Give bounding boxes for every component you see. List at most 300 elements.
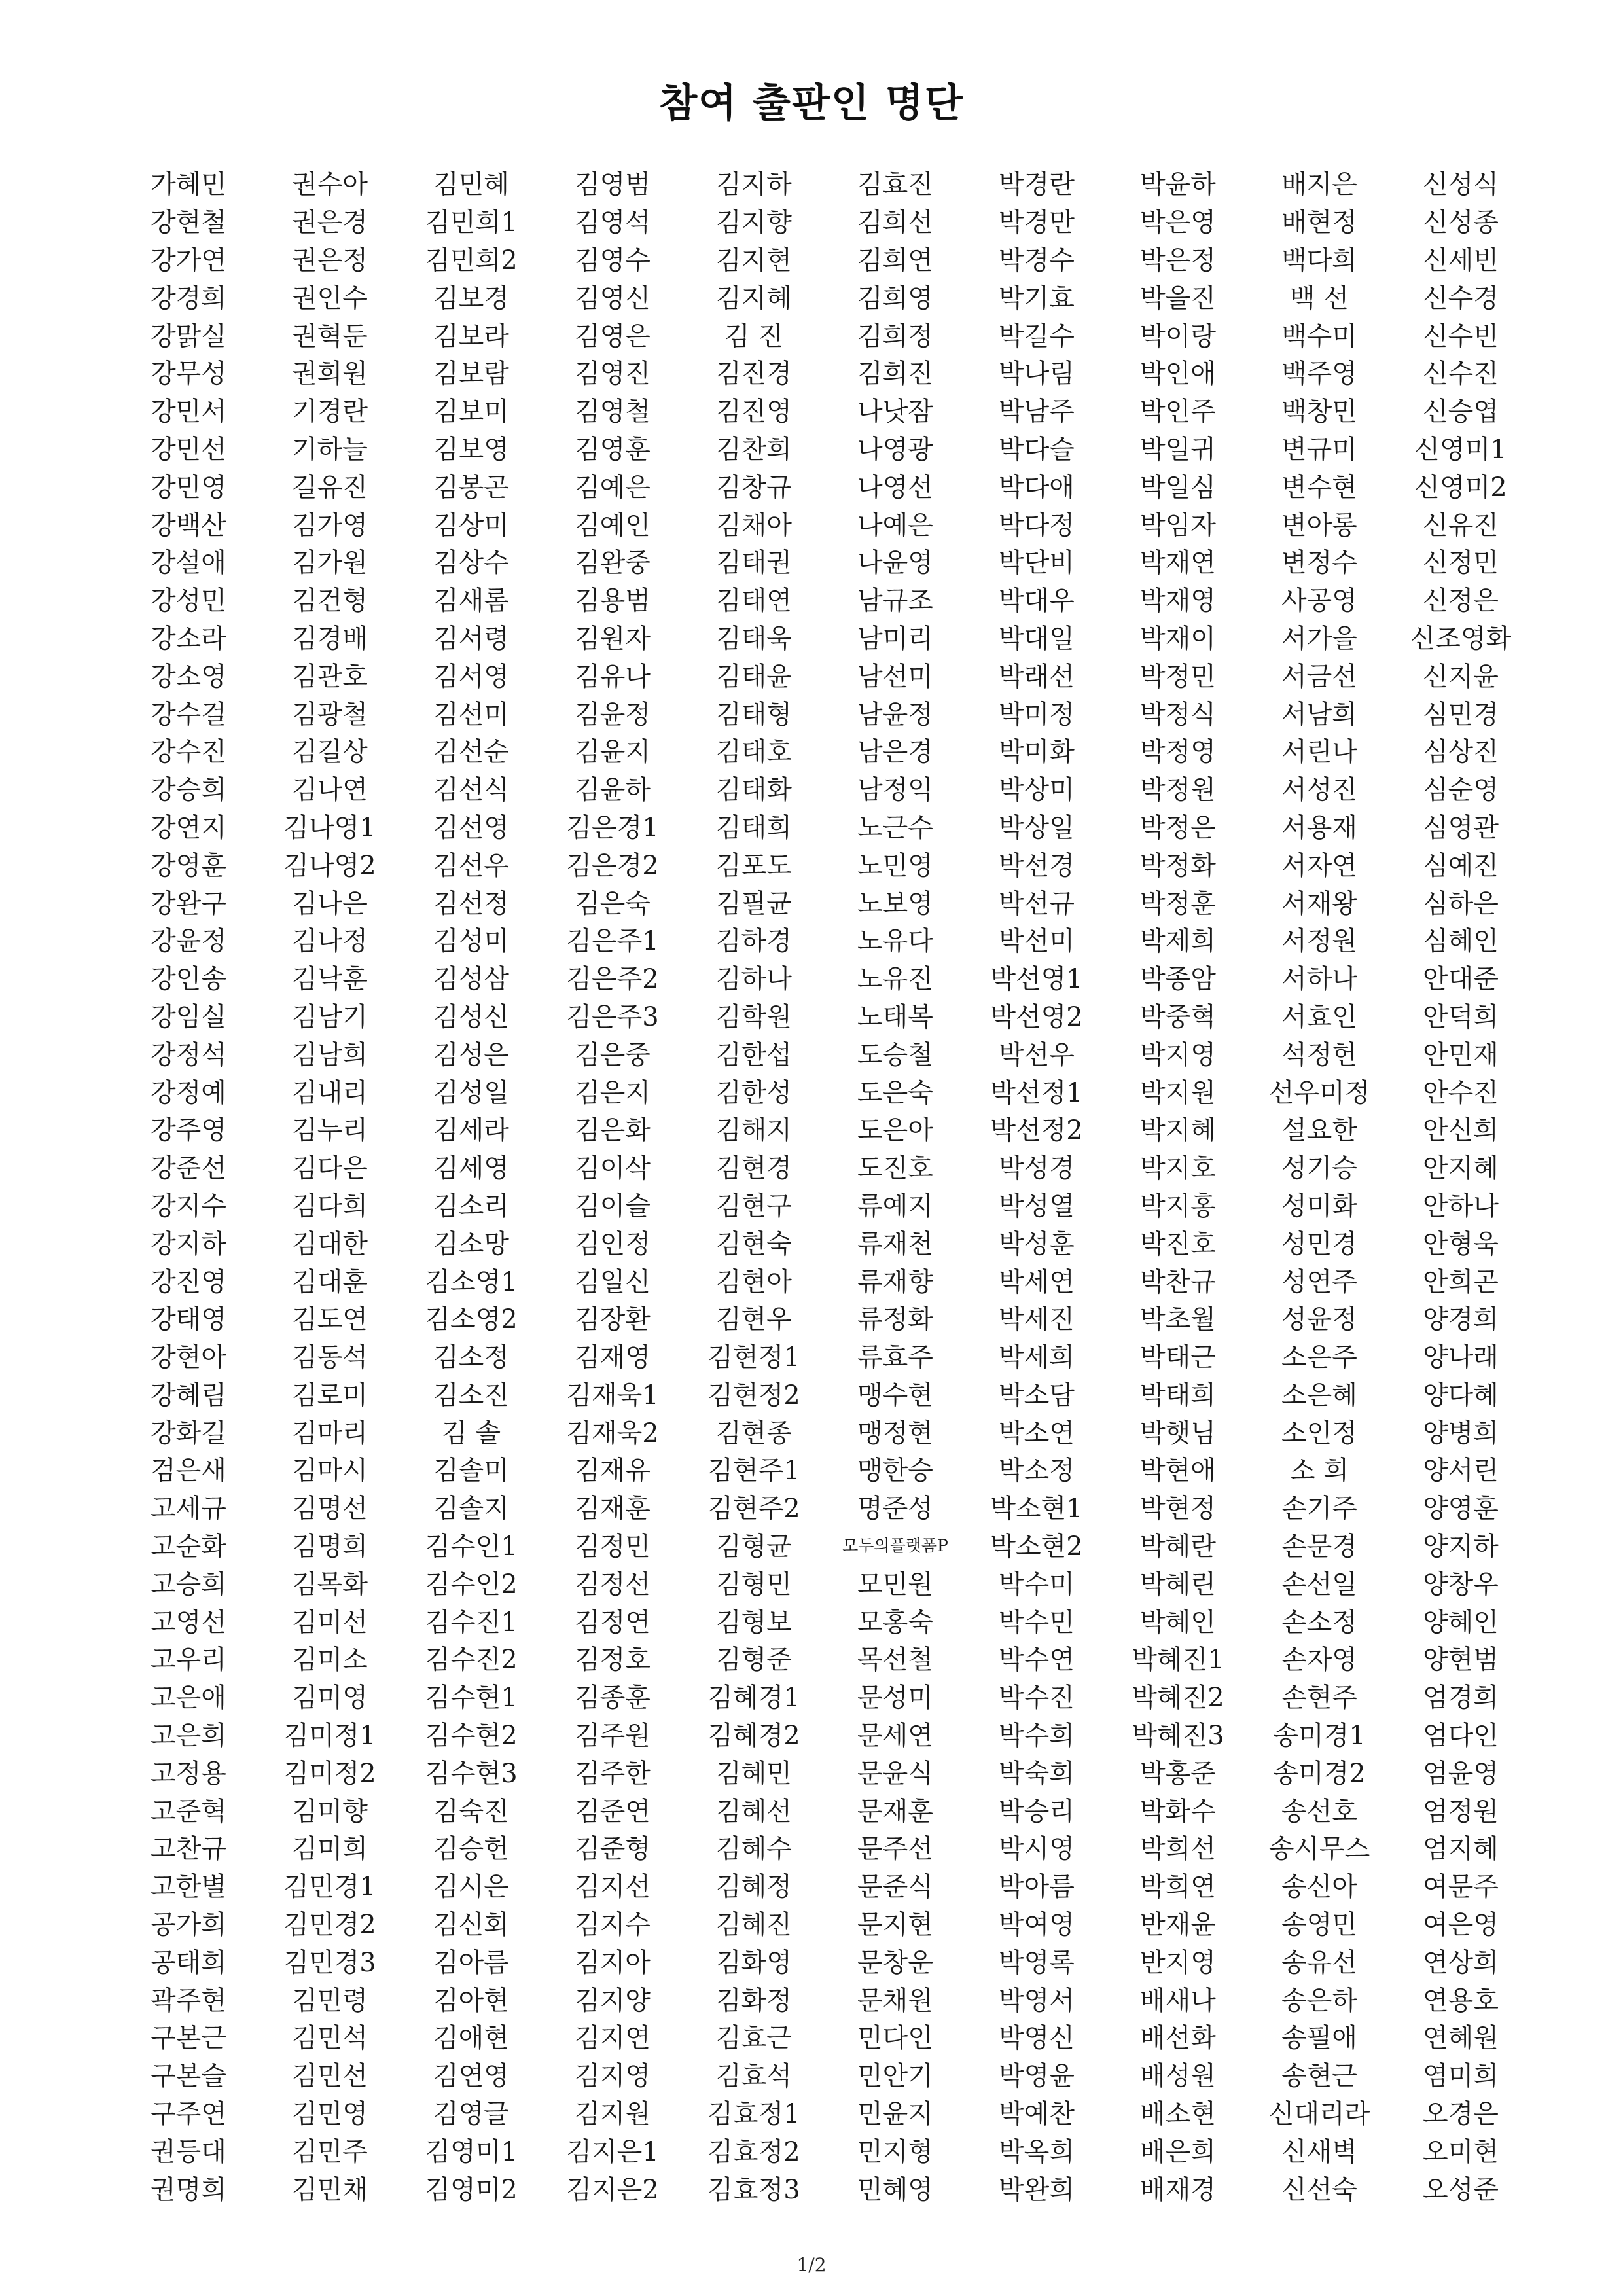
name-cell: 남정익 <box>857 775 933 806</box>
name-cell: 서남희 <box>1281 699 1357 730</box>
name-cell: 강현아 <box>151 1342 226 1373</box>
name-cell: 소은주 <box>1281 1342 1357 1373</box>
name-cell: 박수연 <box>999 1645 1075 1676</box>
name-cell: 강가연 <box>151 245 226 276</box>
name-cell: 김영훈 <box>575 434 651 465</box>
name-cell: 김화정 <box>716 1985 792 2016</box>
name-cell: 강화길 <box>151 1418 226 1448</box>
name-cell: 고한별 <box>151 1872 226 1903</box>
name-cell: 강민영 <box>151 472 226 503</box>
name-cell: 류정화 <box>857 1304 933 1335</box>
name-cell: 김수현3 <box>425 1758 518 1789</box>
name-cell: 김선순 <box>433 737 509 768</box>
name-cell: 김성일 <box>433 1077 509 1108</box>
name-cell: 김재영 <box>575 1342 651 1373</box>
name-cell: 신정은 <box>1423 586 1499 617</box>
name-cell: 김낙훈 <box>292 964 368 995</box>
name-cell: 노유다 <box>857 926 933 957</box>
name-cell: 김마리 <box>292 1418 368 1448</box>
name-cell: 김세영 <box>433 1153 509 1184</box>
name-cell: 권은정 <box>292 245 368 276</box>
name-cell: 박정영 <box>1140 737 1216 768</box>
name-cell: 양서린 <box>1423 1456 1499 1486</box>
name-cell: 김하경 <box>716 926 792 957</box>
name-cell: 박수진 <box>999 1683 1075 1713</box>
name-cell: 강민선 <box>151 434 226 465</box>
name-cell: 김연영 <box>433 2061 509 2092</box>
name-cell: 송시무스 <box>1268 1834 1370 1865</box>
name-cell: 신승엽 <box>1423 397 1499 427</box>
name-cell: 양나래 <box>1423 1342 1499 1373</box>
name-cell: 김다은 <box>292 1153 368 1184</box>
name-cell: 강설애 <box>151 548 226 579</box>
name-cell: 박단비 <box>999 548 1075 579</box>
name-cell: 문준식 <box>857 1872 933 1903</box>
name-cell: 오경은 <box>1423 2099 1499 2130</box>
name-cell: 김지혜 <box>716 283 792 314</box>
name-cell: 박소연 <box>999 1418 1075 1448</box>
name-cell: 김정호 <box>575 1645 651 1676</box>
name-cell: 김현경 <box>716 1153 792 1184</box>
name-cell: 박래선 <box>999 661 1075 692</box>
name-cell: 김은화 <box>575 1115 651 1146</box>
name-cell: 김관호 <box>292 661 368 692</box>
name-cell: 심민경 <box>1423 699 1499 730</box>
name-cell: 박정훈 <box>1140 888 1216 919</box>
name-cell: 김태화 <box>716 775 792 806</box>
name-cell: 양병희 <box>1423 1418 1499 1448</box>
name-cell: 고영선 <box>151 1607 226 1638</box>
name-cell: 박경만 <box>999 207 1075 238</box>
name-cell: 박소현1 <box>990 1494 1083 1524</box>
name-cell: 김태권 <box>716 548 792 579</box>
name-cell: 박선규 <box>999 888 1075 919</box>
name-cell: 김효정3 <box>707 2174 800 2205</box>
name-cell: 강인송 <box>151 964 226 995</box>
name-cell: 강준선 <box>151 1153 226 1184</box>
name-cell: 배은희 <box>1140 2136 1216 2167</box>
name-cell: 김예은 <box>575 472 651 503</box>
name-cell: 김한섭 <box>716 1039 792 1070</box>
name-cell: 변아롱 <box>1281 510 1357 541</box>
name-cell: 박혜진1 <box>1132 1645 1224 1676</box>
name-cell: 심예진 <box>1423 850 1499 881</box>
name-cell: 김효근 <box>716 2023 792 2054</box>
name-cell: 김수진1 <box>425 1607 518 1638</box>
name-cell: 김내리 <box>292 1077 368 1108</box>
name-cell: 김미희 <box>292 1834 368 1865</box>
name-cell: 김이슬 <box>575 1191 651 1221</box>
name-cell: 김은주3 <box>566 1001 659 1032</box>
name-cell: 김태희 <box>716 812 792 843</box>
name-cell: 박일귀 <box>1140 434 1216 465</box>
name-cell: 김원자 <box>575 623 651 654</box>
name-cell: 김혜선 <box>716 1796 792 1827</box>
name-cell: 김재욱1 <box>566 1380 659 1410</box>
name-cell: 모두의플랫폼P <box>842 1535 948 1555</box>
name-cell: 김영진 <box>575 359 651 389</box>
name-cell: 안덕희 <box>1423 1001 1499 1032</box>
name-cell: 공가희 <box>151 1910 226 1941</box>
name-cell: 양지하 <box>1423 1532 1499 1562</box>
name-cell: 김주원 <box>575 1721 651 1751</box>
name-cell: 박미화 <box>999 737 1075 768</box>
name-cell: 김아름 <box>433 1947 509 1978</box>
name-cell: 연용호 <box>1423 1985 1499 2016</box>
name-cell: 심순영 <box>1423 775 1499 806</box>
name-cell: 백다희 <box>1281 245 1357 276</box>
name-cell: 김아현 <box>433 1985 509 2016</box>
name-cell: 배현정 <box>1281 207 1357 238</box>
name-cell: 류효주 <box>857 1342 933 1373</box>
name-cell: 김민석 <box>292 2023 368 2054</box>
name-cell: 김일신 <box>575 1266 651 1297</box>
name-cell: 김소정 <box>433 1342 509 1373</box>
name-cell: 고은애 <box>151 1683 226 1713</box>
name-cell: 박승리 <box>999 1796 1075 1827</box>
name-cell: 김지선 <box>575 1872 651 1903</box>
name-cell: 김서영 <box>433 661 509 692</box>
name-cell: 김미향 <box>292 1796 368 1827</box>
name-cell: 김서령 <box>433 623 509 654</box>
name-cell: 김민령 <box>292 1985 368 2016</box>
name-cell: 강혜림 <box>151 1380 226 1410</box>
name-cell: 김미영 <box>292 1683 368 1713</box>
name-cell: 김나영1 <box>283 812 376 843</box>
name-cell: 김지원 <box>575 2099 651 2130</box>
name-cell: 김찬희 <box>716 434 792 465</box>
name-cell: 배소현 <box>1140 2099 1216 2130</box>
name-cell: 반지영 <box>1140 1947 1216 1978</box>
name-cell: 권명희 <box>151 2174 226 2205</box>
name-cell: 김수진2 <box>425 1645 518 1676</box>
name-cell: 박다정 <box>999 510 1075 541</box>
name-cell: 김민희1 <box>425 207 518 238</box>
name-cell: 서정원 <box>1281 926 1357 957</box>
name-cell: 안대준 <box>1423 964 1499 995</box>
name-cell: 김은주2 <box>566 964 659 995</box>
name-cell: 김윤하 <box>575 775 651 806</box>
name-cell: 백주영 <box>1281 359 1357 389</box>
name-cell: 김명희 <box>292 1532 368 1562</box>
name-cell: 김솔지 <box>433 1494 509 1524</box>
name-cell: 박재이 <box>1140 623 1216 654</box>
name-cell: 김지수 <box>575 1910 651 1941</box>
name-cell: 김미소 <box>292 1645 368 1676</box>
name-cell: 김유나 <box>575 661 651 692</box>
name-cell: 김수인2 <box>425 1569 518 1600</box>
name-cell: 박영서 <box>999 1985 1075 2016</box>
name-cell: 박경란 <box>999 170 1075 200</box>
name-cell: 엄경희 <box>1423 1683 1499 1713</box>
name-cell: 안형욱 <box>1423 1229 1499 1259</box>
name-cell: 김영글 <box>433 2099 509 2130</box>
name-cell: 박세희 <box>999 1342 1075 1373</box>
name-cell: 김재유 <box>575 1456 651 1486</box>
name-cell: 김민주 <box>292 2136 368 2167</box>
name-cell: 나낫잠 <box>857 397 933 427</box>
name-cell: 김현숙 <box>716 1229 792 1259</box>
name-cell: 신유진 <box>1423 510 1499 541</box>
name-cell: 박세진 <box>999 1304 1075 1335</box>
name-cell: 가혜민 <box>151 170 226 200</box>
name-cell: 김선우 <box>433 850 509 881</box>
name-cell: 민다인 <box>857 2023 933 2054</box>
name-cell: 류재천 <box>857 1229 933 1259</box>
name-cell: 서금선 <box>1281 661 1357 692</box>
name-cell: 김민경2 <box>283 1910 376 1941</box>
name-cell: 박아름 <box>999 1872 1075 1903</box>
name-cell: 민윤지 <box>857 2099 933 2130</box>
name-cell: 도은아 <box>857 1115 933 1146</box>
name-cell: 변정수 <box>1281 548 1357 579</box>
name-cell: 신수빈 <box>1423 321 1499 351</box>
name-cell: 김지현 <box>716 245 792 276</box>
name-cell: 김정연 <box>575 1607 651 1638</box>
name-cell: 송미경2 <box>1273 1758 1366 1789</box>
name-cell: 강지하 <box>151 1229 226 1259</box>
name-cell: 박예찬 <box>999 2099 1075 2130</box>
name-cell: 고승희 <box>151 1569 226 1600</box>
name-cell: 신수경 <box>1423 283 1499 314</box>
name-cell: 김보라 <box>433 321 509 351</box>
name-cell: 강영훈 <box>151 850 226 881</box>
name-cell: 배선화 <box>1140 2023 1216 2054</box>
name-cell: 남선미 <box>857 661 933 692</box>
name-cell: 강백산 <box>151 510 226 541</box>
name-cell: 김선영 <box>433 812 509 843</box>
name-cell: 노보영 <box>857 888 933 919</box>
name-cell: 서하나 <box>1281 964 1357 995</box>
name-cell: 양혜인 <box>1423 1607 1499 1638</box>
name-cell: 서효인 <box>1281 1001 1357 1032</box>
name-cell: 김지영 <box>575 2061 651 2092</box>
name-cell: 김지은2 <box>566 2174 659 2205</box>
name-cell: 석정헌 <box>1281 1039 1357 1070</box>
name-cell: 노근수 <box>857 812 933 843</box>
name-cell: 박기효 <box>999 283 1075 314</box>
name-cell: 양다혜 <box>1423 1380 1499 1410</box>
name-cell: 박수민 <box>999 1607 1075 1638</box>
name-cell: 김민선 <box>292 2061 368 2092</box>
name-cell: 기하늘 <box>292 434 368 465</box>
name-cell: 박초월 <box>1140 1304 1216 1335</box>
name-cell: 권수아 <box>292 170 368 200</box>
name-cell: 김준연 <box>575 1796 651 1827</box>
name-cell: 나영광 <box>857 434 933 465</box>
name-cell: 양경희 <box>1423 1304 1499 1335</box>
name-cell: 김은주1 <box>566 926 659 957</box>
name-cell: 신정민 <box>1423 548 1499 579</box>
name-cell: 박지혜 <box>1140 1115 1216 1146</box>
name-cell: 박일심 <box>1140 472 1216 503</box>
name-cell: 엄윤영 <box>1423 1758 1499 1789</box>
name-cell: 기경란 <box>292 397 368 427</box>
name-cell: 김지하 <box>716 170 792 200</box>
name-cell: 박나림 <box>999 359 1075 389</box>
name-cell: 맹수현 <box>857 1380 933 1410</box>
name-cell: 김형준 <box>716 1645 792 1676</box>
name-cell: 김영철 <box>575 397 651 427</box>
name-cell: 박지홍 <box>1140 1191 1216 1221</box>
name-cell: 송영민 <box>1281 1910 1357 1941</box>
name-cell: 안지혜 <box>1423 1153 1499 1184</box>
name-cell: 김완중 <box>575 548 651 579</box>
name-cell: 김성은 <box>433 1039 509 1070</box>
name-cell: 김형보 <box>716 1607 792 1638</box>
name-cell: 박상미 <box>999 775 1075 806</box>
name-cell: 김성신 <box>433 1001 509 1032</box>
name-cell: 김영석 <box>575 207 651 238</box>
name-cell: 김미선 <box>292 1607 368 1638</box>
name-cell: 박영신 <box>999 2023 1075 2054</box>
name-cell: 김도연 <box>292 1304 368 1335</box>
name-cell: 김나은 <box>292 888 368 919</box>
name-cell: 김태욱 <box>716 623 792 654</box>
name-cell: 김승헌 <box>433 1834 509 1865</box>
name-cell: 김현주1 <box>707 1456 800 1486</box>
name-cell: 공태희 <box>151 1947 226 1978</box>
name-cell: 양영훈 <box>1423 1494 1499 1524</box>
name-cell: 박소현2 <box>990 1532 1083 1562</box>
name-cell: 문채원 <box>857 1985 933 2016</box>
name-cell: 박다애 <box>999 472 1075 503</box>
name-cell: 박길수 <box>999 321 1075 351</box>
name-cell: 박진호 <box>1140 1229 1216 1259</box>
name-cell: 도은숙 <box>857 1077 933 1108</box>
name-cell: 김윤지 <box>575 737 651 768</box>
name-cell: 고순화 <box>151 1532 226 1562</box>
name-cell: 백수미 <box>1281 321 1357 351</box>
name-cell: 강태영 <box>151 1304 226 1335</box>
name-cell: 박인애 <box>1140 359 1216 389</box>
name-cell: 김현종 <box>716 1418 792 1448</box>
name-cell: 박상일 <box>999 812 1075 843</box>
name-cell: 신조영화 <box>1410 623 1512 654</box>
name-cell: 김선정 <box>433 888 509 919</box>
name-cell: 박경수 <box>999 245 1075 276</box>
name-cell: 오미현 <box>1423 2136 1499 2167</box>
name-cell: 김 솔 <box>442 1418 501 1448</box>
name-cell: 강수진 <box>151 737 226 768</box>
name-cell: 강완구 <box>151 888 226 919</box>
name-cell: 박은정 <box>1140 245 1216 276</box>
name-cell: 김한성 <box>716 1077 792 1108</box>
name-cell: 신지윤 <box>1423 661 1499 692</box>
name-cell: 고은희 <box>151 1721 226 1751</box>
page-number: 1/2 <box>796 2254 827 2276</box>
name-cell: 김태연 <box>716 586 792 617</box>
name-cell: 김성미 <box>433 926 509 957</box>
name-cell: 박성훈 <box>999 1229 1075 1259</box>
name-cell: 김보경 <box>433 283 509 314</box>
name-cell: 김새롬 <box>433 586 509 617</box>
name-cell: 김인정 <box>575 1229 651 1259</box>
name-cell: 손소정 <box>1281 1607 1357 1638</box>
name-cell: 김학원 <box>716 1001 792 1032</box>
name-cell: 박재연 <box>1140 548 1216 579</box>
name-cell: 김소영2 <box>425 1304 518 1335</box>
name-cell: 김희선 <box>857 207 933 238</box>
name-cell: 나예은 <box>857 510 933 541</box>
name-cell: 남윤정 <box>857 699 933 730</box>
name-cell: 김영은 <box>575 321 651 351</box>
name-cell: 박다슬 <box>999 434 1075 465</box>
name-cell: 김보미 <box>433 397 509 427</box>
name-cell: 김장환 <box>575 1304 651 1335</box>
name-cell: 김희연 <box>857 245 933 276</box>
name-cell: 김태윤 <box>716 661 792 692</box>
name-cell: 김대한 <box>292 1229 368 1259</box>
name-cell: 김남기 <box>292 1001 368 1032</box>
name-cell: 양창우 <box>1423 1569 1499 1600</box>
name-cell: 박홍준 <box>1140 1758 1216 1789</box>
name-cell: 박정화 <box>1140 850 1216 881</box>
name-cell: 권인수 <box>292 283 368 314</box>
name-cell: 박혜인 <box>1140 1607 1216 1638</box>
name-cell: 박선우 <box>999 1039 1075 1070</box>
name-cell: 남은경 <box>857 737 933 768</box>
name-cell: 박완희 <box>999 2174 1075 2205</box>
name-cell: 고준혁 <box>151 1796 226 1827</box>
name-cell: 박영윤 <box>999 2061 1075 2092</box>
name-cell: 김마시 <box>292 1456 368 1486</box>
name-cell: 신세빈 <box>1423 245 1499 276</box>
name-cell: 김현정1 <box>707 1342 800 1373</box>
name-cell: 엄정원 <box>1423 1796 1499 1827</box>
name-cell: 박현애 <box>1140 1456 1216 1486</box>
name-cell: 김민영 <box>292 2099 368 2130</box>
name-cell: 신영미2 <box>1414 472 1507 503</box>
name-cell: 강지수 <box>151 1191 226 1221</box>
name-cell: 김대훈 <box>292 1266 368 1297</box>
name-cell: 박윤하 <box>1140 170 1216 200</box>
name-cell: 박대일 <box>999 623 1075 654</box>
name-cell: 나윤영 <box>857 548 933 579</box>
name-cell: 강수걸 <box>151 699 226 730</box>
name-cell: 문세연 <box>857 1721 933 1751</box>
name-cell: 김종훈 <box>575 1683 651 1713</box>
name-cell: 김신회 <box>433 1910 509 1941</box>
name-cell: 김다희 <box>292 1191 368 1221</box>
name-cell: 박인주 <box>1140 397 1216 427</box>
name-cell: 김정선 <box>575 1569 651 1600</box>
name-cell: 류예지 <box>857 1191 933 1221</box>
name-cell: 배성원 <box>1140 2061 1216 2092</box>
name-cell: 고세규 <box>151 1494 226 1524</box>
name-cell: 문성미 <box>857 1683 933 1713</box>
name-cell: 박수희 <box>999 1721 1075 1751</box>
name-cell: 박희연 <box>1140 1872 1216 1903</box>
name-cell: 김형균 <box>716 1532 792 1562</box>
name-cell: 안희곤 <box>1423 1266 1499 1297</box>
name-cell: 김혜민 <box>716 1758 792 1789</box>
name-cell: 김은중 <box>575 1039 651 1070</box>
name-cell: 김봉곤 <box>433 472 509 503</box>
name-cell: 김채아 <box>716 510 792 541</box>
name-cell: 김소망 <box>433 1229 509 1259</box>
name-cell: 도승철 <box>857 1039 933 1070</box>
name-cell: 배새나 <box>1140 1985 1216 2016</box>
name-cell: 박중혁 <box>1140 1001 1216 1032</box>
name-cell: 박태희 <box>1140 1380 1216 1410</box>
name-cell: 배재경 <box>1140 2174 1216 2205</box>
name-cell: 박세연 <box>999 1266 1075 1297</box>
name-cell: 백 선 <box>1290 283 1349 314</box>
name-cell: 김지연 <box>575 2023 651 2054</box>
name-cell: 강연지 <box>151 812 226 843</box>
name-cell: 오성준 <box>1423 2174 1499 2205</box>
